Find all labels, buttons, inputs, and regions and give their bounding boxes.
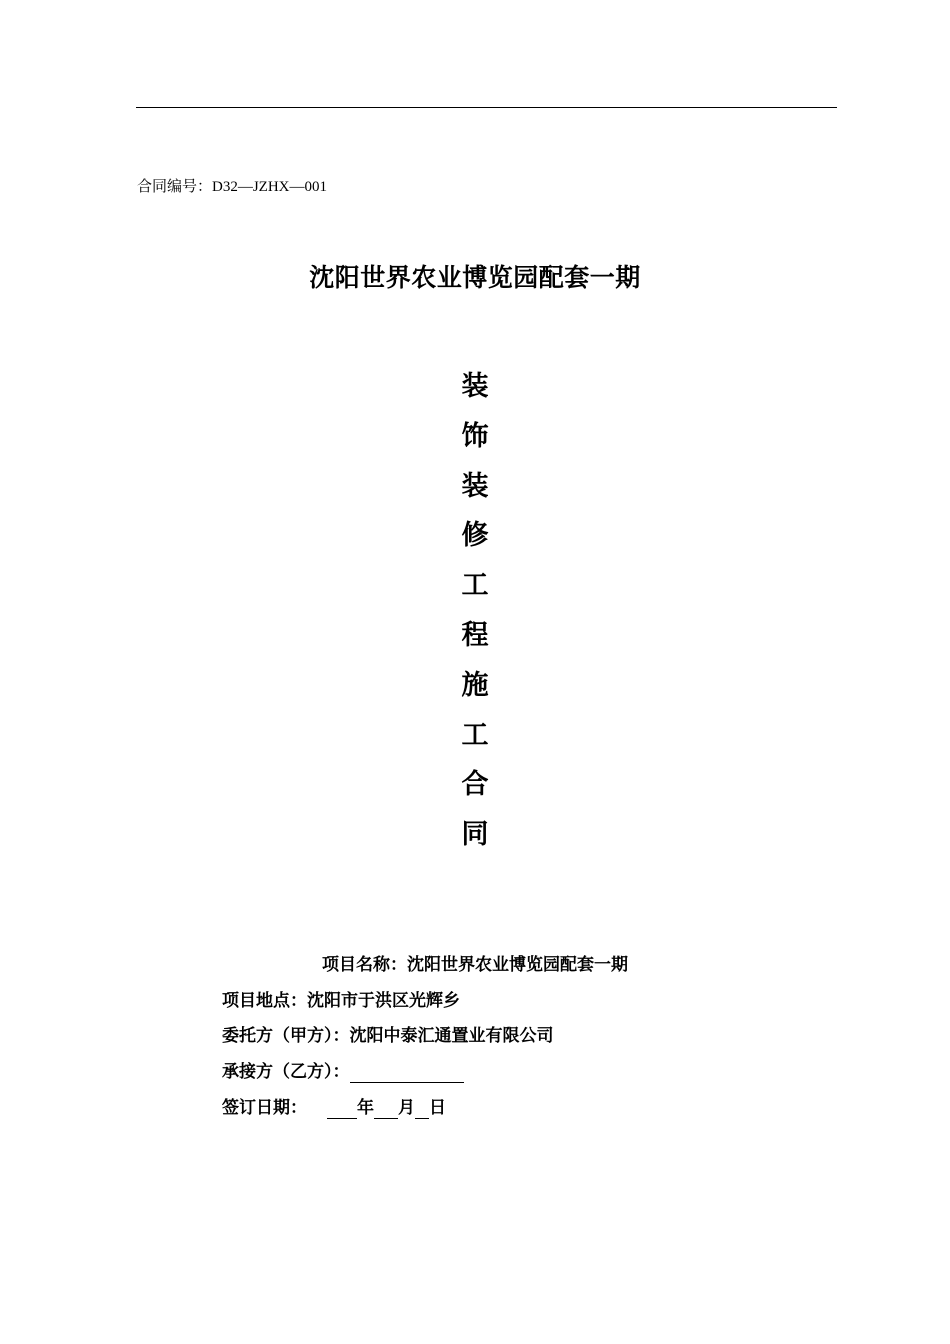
party-b [222,1057,464,1083]
vertical-title-char: 工 [461,719,489,751]
month-label: 月 [398,1098,415,1118]
main-title: 沈阳世界农业博览园配套一期 [309,263,641,292]
vertical-title-char: 饰 [461,420,489,452]
year-blank [327,1098,357,1119]
vertical-title-char: 装 [461,470,489,502]
project-name: 项目名称：沈阳世界农业博览园配套一期 [322,955,628,975]
party-b-label: 承接方（乙方）： [222,1062,350,1082]
month-blank [374,1098,398,1119]
party-b-blank [350,1062,464,1083]
project-location: 项目地点：沈阳市于洪区光辉乡 [222,991,460,1011]
year-label: 年 [357,1098,374,1118]
sign-date [222,1093,446,1119]
sign-date-label: 签订日期： [222,1098,307,1118]
day-blank [415,1098,429,1119]
vertical-title-char: 装 [461,371,489,402]
party-a: 委托方（甲方）：沈阳中泰汇通置业有限公司 [222,1026,554,1046]
vertical-title-char: 同 [461,819,489,851]
vertical-title [0,366,950,864]
vertical-title-char: 合 [461,769,489,801]
contract-number: 合同编号：D32—JZHX—001 [137,179,327,195]
vertical-title-char: 修 [461,520,489,552]
vertical-title-char: 施 [461,669,489,701]
header-rule [136,107,837,108]
vertical-title-char: 工 [461,570,489,602]
day-label: 日 [429,1098,446,1118]
vertical-title-char: 程 [461,619,489,651]
